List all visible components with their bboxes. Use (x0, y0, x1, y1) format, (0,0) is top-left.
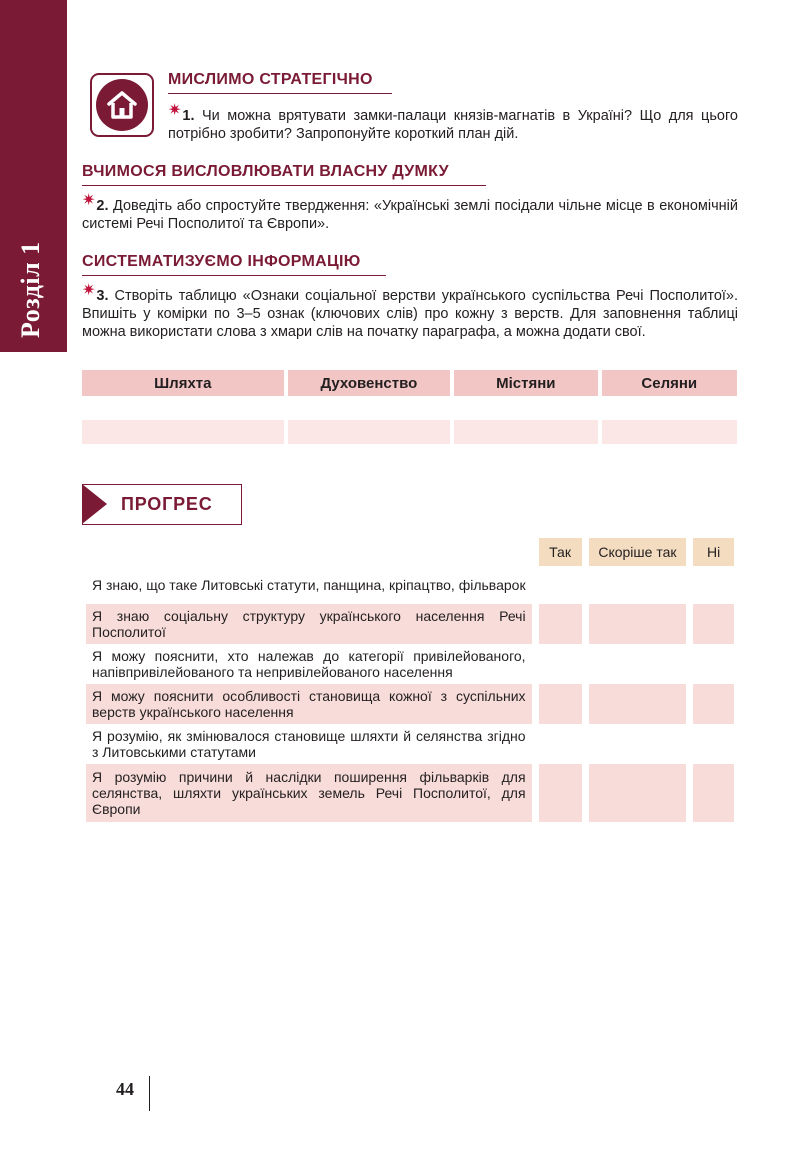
checkbox-cell[interactable] (536, 604, 582, 644)
task-3: ✷3. Створіть таблицю «Ознаки соціальної верстви українського суспільства Речі Посполитої». Впишіть у комірки по 3–5 ознак (ключових слів) про кожну з верств. Для заповнення таблиці можна використати слова з хмари слів на початку параграфа, а можна додати свої. (82, 282, 738, 340)
progress-statement: Я розумію, як змінювалося становище шляхти й селянства згідно з Литовськими статутами (92, 728, 526, 760)
table-cell (82, 396, 284, 420)
checkbox-cell[interactable] (536, 566, 582, 604)
checkbox-cell[interactable] (536, 644, 582, 684)
heading-underline (168, 93, 392, 94)
checkbox-cell[interactable] (536, 684, 582, 724)
column-header-rather-yes: Скоріше так (586, 538, 687, 566)
checkbox-cell[interactable] (536, 724, 582, 764)
checkbox-cell[interactable] (690, 724, 734, 764)
table-cell (454, 396, 597, 420)
play-triangle-icon (82, 484, 107, 524)
chapter-side-band (0, 0, 67, 352)
progress-table (82, 538, 738, 822)
heading-strategic-thinking: МИСЛИМО СТРАТЕГІЧНО (168, 71, 373, 88)
checkbox-cell[interactable] (690, 684, 734, 724)
progress-statement: Я знаю соціальну структуру українського населення Речі Посполитої (86, 604, 532, 644)
column-header: Духовенство (288, 370, 451, 396)
checkbox-cell[interactable] (690, 644, 734, 684)
column-header-no: Ні (690, 538, 734, 566)
progress-statement: Я знаю, що таке Литовські статути, панщина, кріпацтво, фільварок (92, 577, 526, 593)
heading-systematize-info: СИСТЕМАТИЗУЄМО ІНФОРМАЦІЮ (82, 253, 361, 270)
progress-statement: Я можу пояснити особливості становища кожної з суспільних верств українського населення (86, 684, 532, 724)
checkbox-cell[interactable] (690, 604, 734, 644)
checkbox-cell[interactable] (586, 684, 687, 724)
column-header: Селяни (602, 370, 737, 396)
checkbox-cell[interactable] (536, 764, 582, 822)
table-cell (602, 396, 737, 420)
checkbox-cell[interactable] (690, 566, 734, 604)
page-number: 44 (116, 1079, 134, 1099)
table-cell (454, 420, 597, 444)
progress-statement: Я розумію причини й наслідки поширення фільварків для селянства, шляхти українських земель Речі Посполитої, для Європи (86, 764, 532, 822)
home-icon (90, 73, 154, 137)
column-header-yes: Так (536, 538, 582, 566)
heading-underline (82, 185, 486, 186)
task-2: ✷2. Доведіть або спростуйте твердження: «Українські землі посідали чільне місце в економічній системі Речі Посполитої та Європи». (82, 192, 738, 232)
table-cell (288, 396, 451, 420)
checkbox-cell[interactable] (586, 604, 687, 644)
asterisk-icon: ✷ (82, 282, 96, 299)
asterisk-icon: ✷ (168, 102, 182, 119)
table-cell (602, 420, 737, 444)
table-cell (288, 420, 451, 444)
column-header: Містяни (454, 370, 597, 396)
asterisk-icon: ✷ (82, 192, 96, 209)
progress-title: ПРОГРЕС (121, 494, 213, 514)
progress-statement: Я можу пояснити, хто належав до категорії привілейованого, напівпривілейованого та непривілейованого населення (92, 648, 526, 680)
checkbox-cell[interactable] (586, 724, 687, 764)
task-1: ✷1. Чи можна врятувати замки-палаци князів-магнатів в Україні? Що для цього потрібно зробити? Запропонуйте короткий план дій. (168, 102, 738, 142)
social-strata-table (78, 370, 741, 444)
checkbox-cell[interactable] (586, 644, 687, 684)
table-cell (82, 420, 284, 444)
checkbox-cell[interactable] (586, 764, 687, 822)
checkbox-cell[interactable] (690, 764, 734, 822)
heading-express-opinion: ВЧИМОСЯ ВИСЛОВЛЮВАТИ ВЛАСНУ ДУМКУ (82, 163, 449, 180)
column-header: Шляхта (82, 370, 284, 396)
page-number-divider (149, 1076, 150, 1111)
chapter-label: Розділ 1 (16, 241, 45, 338)
heading-underline (82, 275, 386, 276)
checkbox-cell[interactable] (586, 566, 687, 604)
progress-banner (82, 484, 242, 525)
